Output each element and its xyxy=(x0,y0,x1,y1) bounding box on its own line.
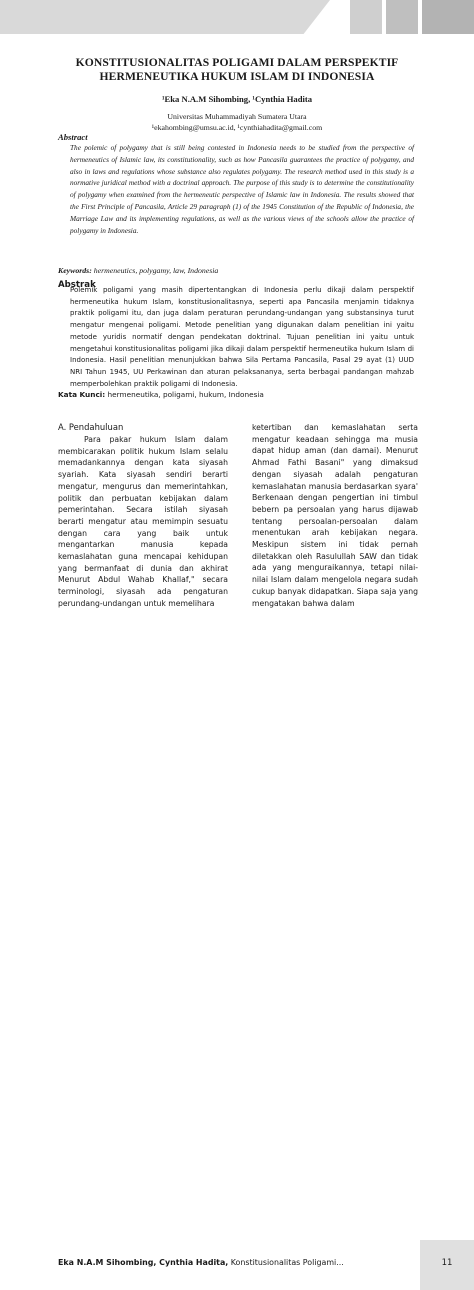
abstrak-heading: Abstrak xyxy=(58,280,96,290)
header-block xyxy=(386,0,418,34)
abstract-text: The polemic of polygamy that is still being contested in Indonesia needs to be studied from the perspective of hermeneutics of Islamic law, its constitutionality, such as how Pancasila guarantees the practice of polygamy, and also in laws and regulations whose substance also regulates polygamy. The research method used in this study is a normative juridical method with a doctrinal approach. The purpose of this study is to determine the constitutionality of polygamy when examined from the hermeneutic perspective of Islamic law in Indonesia. The results showed that the First Principle of Pancasila, Article 29 paragraph (1) of the 1945 Constitution of the Republic of Indonesia, the Marriage Law and its implementing regulations, as well as the various views of the schools allow the practice of polygamy in Indonesia. xyxy=(70,143,414,235)
header-bar xyxy=(0,0,474,34)
keywords-label: Keywords: xyxy=(58,266,92,275)
affiliation-emails: ¹ekahombing@umsu.ac.id, ¹cynthiahadita@gmail.com xyxy=(151,123,323,132)
kata-kunci-label: Kata Kunci: xyxy=(58,390,106,399)
footer-citation xyxy=(58,1258,344,1267)
header-block xyxy=(422,0,474,34)
page-footer xyxy=(0,620,474,1268)
header-banner-shape xyxy=(0,0,330,34)
abstrak-text: Polemik poligami yang masih dipertentangkan di Indonesia perlu dikaji dalam perspektif hermeneutika hukum Islam, konstitusionalitasnya, seperti apa Pancasila menjamin tidaknya praktik poligami itu, dan juga dalam peraturan perundang-undangan yang substansinya turut mengatur mengenai poligami. Metode penelitian yang digunakan dalam penelitian ini yaitu metode yuridis normatif dengan pendekatan doktrinal. Tujuan penelitian ini yaitu untuk mengetahui konstitusionalitas poligami jika dikaji dalam perspektif hermeneutika hukum Islam di Indonesia. Hasil penelitian menunjukkan bahwa Sila Pertama Pancasila, Pasal 29 ayat (1) UUD NRI Tahun 1945, UU Perkawinan dan aturan pelaksananya, serta berbagai pandangan mahzab memperbolehkan praktik poligami di Indonesia. xyxy=(70,286,414,388)
kata-kunci-value: hermeneutika, poligami, hukum, Indonesia xyxy=(107,390,264,399)
author-list: ¹Eka N.A.M Sihombing, ¹Cynthia Hadita xyxy=(161,94,313,104)
body-column-left: Para pakar hukum Islam dalam membicarakan politik hukum Islam selalu memadankannya dengan kata siyasah syariah. Kata siyasah sendiri berarti mengatur, mengurus dan memerintahkan, politik dan perbuatan kebijakan dalam pemerintahan. Secara istilah siyasah berarti mengatur atau memimpin sesuatu dengan cara yang baik untuk mengantarkan manusia kepada kemaslahatan guna mencapai kehidupan yang bermanfaat di dunia dan akhirat Menurut Abdul Wahab Khallaf," secara terminologi, siyasah ada pengaturan perundang-undangan untuk memelihara xyxy=(58,435,228,608)
kata-kunci xyxy=(58,390,264,399)
keywords xyxy=(58,266,218,275)
section-heading: A. Pendahuluan xyxy=(58,422,124,432)
page-number-box xyxy=(420,1240,474,1290)
header-block xyxy=(350,0,382,34)
paper-title xyxy=(40,56,434,84)
page-number: 11 xyxy=(441,1258,453,1268)
affiliation xyxy=(40,111,434,133)
body-column-right: ketertiban dan kemaslahatan serta mengatur keadaan sehingga ma musia dapat hidup aman (dan damai). Menurut Ahmad Fathi Basani" yang dimaksud dengan siyasah adalah pengaturan kemaslahatan manusia berdasarkan syara' Berkenaan dengan pengertian ini timbul bebern pa persoalan yang harus dijawab tentang persoalan-persoalan dalam menentukan arah kebijakan negara. Meskipun sistem ini tidak pernah diletakkan oleh Rasulullah SAW dan tidak ada yang menguraikannya, tetapi nilai-nilai Islam dalam mengelola negara sudah cukup banyak didapatkan. Siapa saja yang mengatakan bahwa dalam xyxy=(252,423,418,608)
affiliation-institution: Universitas Muhammadiyah Sumatera Utara xyxy=(167,112,307,121)
paper-title-line1: KONSTITUSIONALITAS POLIGAMI DALAM PERSPEKTIF xyxy=(75,56,399,69)
footer-authors: Eka N.A.M Sihombing, Cynthia Hadita, xyxy=(58,1258,229,1267)
footer-title: Konstitusionalitas Poligami... xyxy=(230,1258,344,1267)
abstract-heading: Abstract xyxy=(58,132,88,142)
paper-title-line2: HERMENEUTIKA HUKUM ISLAM DI INDONESIA xyxy=(99,70,375,83)
keywords-value: hermeneutics, polygamy, law, Indonesia xyxy=(93,266,219,275)
